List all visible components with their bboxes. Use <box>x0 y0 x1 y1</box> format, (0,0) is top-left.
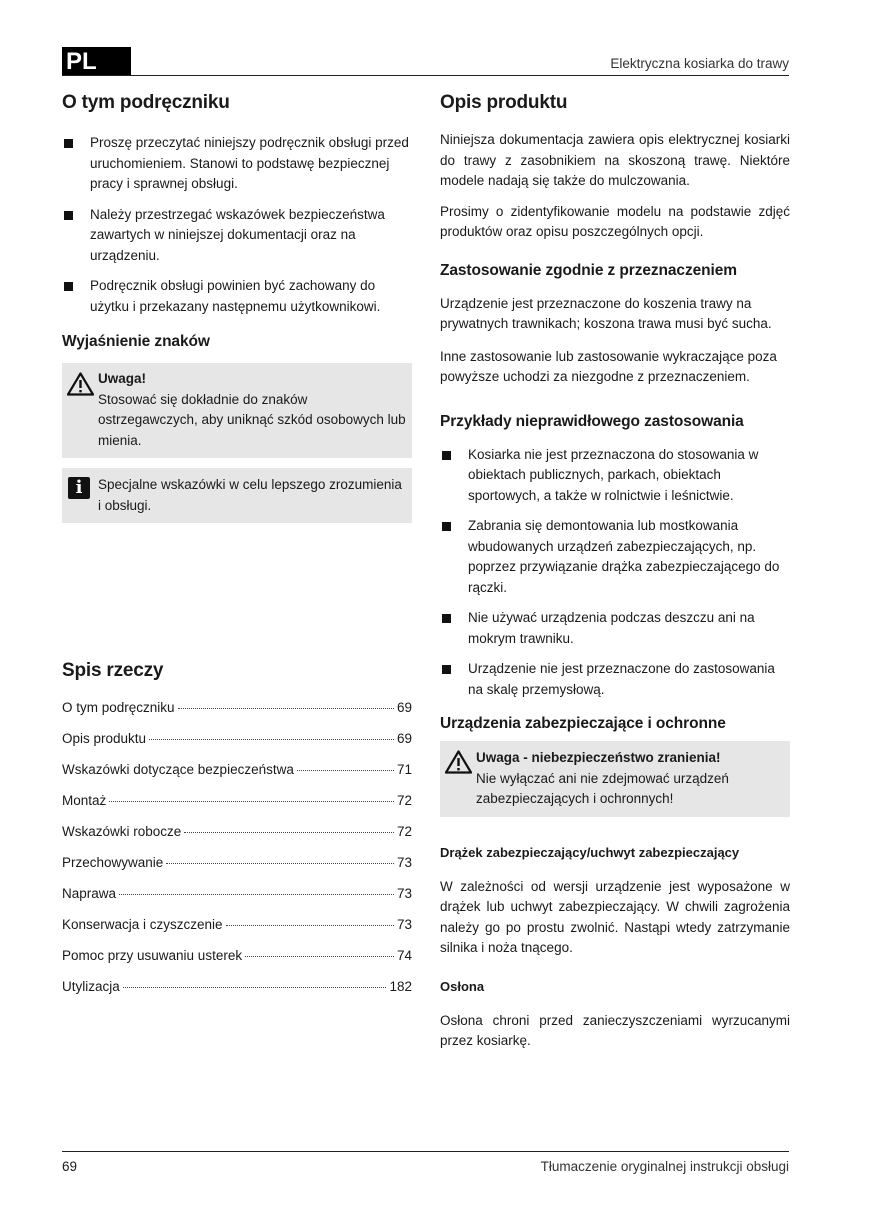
danger-title: Uwaga - niebezpieczeństwo zranienia! <box>476 750 721 765</box>
toc <box>62 658 412 1008</box>
intended-use-text-2: Inne zastosowanie lub zastosowanie wykraczające poza powyższe uchodzi za niezgodne z przeznaczeniem. <box>440 348 777 384</box>
toc-entry[interactable] <box>62 853 412 873</box>
toc-entry-page: 72 <box>396 824 412 839</box>
toc-entry-page: 182 <box>389 979 412 994</box>
toc-leader-dots <box>119 894 394 895</box>
left-column <box>62 90 412 994</box>
right-column <box>440 90 790 1052</box>
guard-heading: Osłona <box>440 978 485 994</box>
toc-entry-title: Konserwacja i czyszczenie <box>62 917 223 932</box>
toc-entry-title: Wskazówki robocze <box>62 824 182 839</box>
list-item: Kosiarka nie jest przeznaczona do stosowania w obiektach publicznych, parkach, obiektach sportowych, a także w rolnictwie i leśnictwie. <box>440 445 790 507</box>
toc-leader-dots <box>297 770 394 771</box>
warning-triangle-icon <box>445 750 472 774</box>
guard-text: Osłona chroni przed zanieczyszczeniami wyrzucanymi przez kosiarkę. <box>440 1012 790 1048</box>
toc-heading: Spis rzeczy <box>62 660 164 681</box>
intended-use-heading: Zastosowanie zgodnie z przeznaczeniem <box>440 261 737 279</box>
toc-entry-page: 73 <box>396 917 412 932</box>
toc-leader-dots <box>184 832 394 833</box>
list-item: Urządzenie nie jest przeznaczone do zastosowania na skalę przemysłową. <box>440 659 790 700</box>
misuse-heading: Przykłady nieprawidłowego zastosowania <box>440 412 744 430</box>
info-icon: i <box>68 477 90 499</box>
toc-entry-title: O tym podręczniku <box>62 700 175 715</box>
warning-text: Stosować się dokładnie do znaków ostrzegawczych, aby uniknąć szkód osobowych lub mienia. <box>98 391 406 448</box>
toc-leader-dots <box>226 925 394 926</box>
toc-entry-title: Przechowywanie <box>62 855 164 870</box>
toc-entry[interactable] <box>62 977 412 997</box>
toc-entry-page: 73 <box>396 855 412 870</box>
safety-heading: Urządzenia zabezpieczające i ochronne <box>440 715 726 732</box>
about-heading: O tym podręczniku <box>62 92 230 113</box>
warning-title: Uwaga! <box>98 371 147 386</box>
signs-heading: Wyjaśnienie znaków <box>62 333 210 350</box>
toc-list <box>62 698 412 997</box>
toc-leader-dots <box>245 956 394 957</box>
misuse-list <box>440 445 790 701</box>
toc-leader-dots <box>166 863 394 864</box>
about-list <box>62 133 412 317</box>
toc-leader-dots <box>109 801 394 802</box>
list-item: Należy przestrzegać wskazówek bezpieczeństwa zawartych w niniejszej dokumentacji oraz na urządzeniu. <box>62 205 412 267</box>
page-footer <box>62 1151 789 1174</box>
toc-entry[interactable] <box>62 729 412 749</box>
toc-entry[interactable] <box>62 915 412 935</box>
toc-entry[interactable] <box>62 946 412 966</box>
product-heading: Opis produktu <box>440 92 568 113</box>
list-item: Proszę przeczytać niniejszy podręcznik obsługi przed uruchomieniem. Stanowi to podstawę bezpiecznej pracy i sprawnej obsługi. <box>62 133 412 195</box>
toc-entry-page: 74 <box>396 948 412 963</box>
intended-use-text-1: Urządzenie jest przeznaczone do koszenia trawy na prywatnych trawnikach; koszona trawa musi być sucha. <box>440 295 772 331</box>
toc-leader-dots <box>149 739 394 740</box>
product-text-1: Niniejsza dokumentacja zawiera opis elektrycznej kosiarki do trawy z zasobnikiem na skoszoną trawę. Niektóre modele nadają się także do mulczowania. <box>440 132 790 188</box>
toc-entry[interactable] <box>62 791 412 811</box>
toc-entry-title: Montaż <box>62 793 107 808</box>
toc-entry[interactable] <box>62 822 412 842</box>
toc-entry-page: 71 <box>396 762 412 777</box>
page-number: 69 <box>62 1159 78 1174</box>
danger-note <box>440 741 790 817</box>
toc-entry-title: Opis produktu <box>62 731 147 746</box>
header-title: Elektryczna kosiarka do trawy <box>610 56 789 71</box>
toc-entry-title: Utylizacja <box>62 979 120 994</box>
language-tab: PL <box>62 47 131 75</box>
safety-bar-text: W zależności od wersji urządzenie jest wyposażone w drążek lub uchwyt zabezpieczający. W chwili zagrożenia należy go po prostu zwolnić. Nastąpi wtedy zatrzymanie silnika i noża tnącego. <box>440 878 790 955</box>
toc-entry-title: Pomoc przy usuwaniu usterek <box>62 948 243 963</box>
toc-entry-page: 69 <box>396 731 412 746</box>
toc-entry-title: Wskazówki dotyczące bezpieczeństwa <box>62 762 294 777</box>
warning-note <box>62 363 412 458</box>
warning-triangle-icon <box>67 372 94 396</box>
info-text: Specjalne wskazówki w celu lepszego zrozumienia i obsługi. <box>98 477 402 513</box>
footer-title: Tłumaczenie oryginalnej instrukcji obsługi <box>540 1159 789 1174</box>
toc-leader-dots <box>123 987 387 988</box>
safety-bar-heading: Drążek zabezpieczający/uchwyt zabezpieczający <box>440 844 740 860</box>
toc-entry-page: 73 <box>396 886 412 901</box>
list-item: Nie używać urządzenia podczas deszczu ani na mokrym trawniku. <box>440 608 790 649</box>
toc-entry-page: 72 <box>396 793 412 808</box>
toc-entry-page: 69 <box>396 700 412 715</box>
list-item: Zabrania się demontowania lub mostkowania wbudowanych urządzeń zabezpieczających, np. poprzez przywiązanie drążka zabezpieczającego do rączki. <box>440 516 790 598</box>
toc-entry[interactable] <box>62 884 412 904</box>
toc-leader-dots <box>178 708 394 709</box>
toc-entry[interactable] <box>62 698 412 718</box>
info-note <box>62 468 412 523</box>
danger-text: Nie wyłączać ani nie zdejmować urządzeń zabezpieczających i ochronnych! <box>476 770 729 806</box>
product-text-2: Prosimy o zidentyfikowanie modelu na podstawie zdjęć produktów oraz opisu poszczególnych opcji. <box>440 203 790 239</box>
toc-entry[interactable] <box>62 760 412 780</box>
toc-entry-title: Naprawa <box>62 886 117 901</box>
list-item: Podręcznik obsługi powinien być zachowany do użytku i przekazany następnemu użytkownikowi. <box>62 276 412 317</box>
page-header <box>62 47 789 76</box>
